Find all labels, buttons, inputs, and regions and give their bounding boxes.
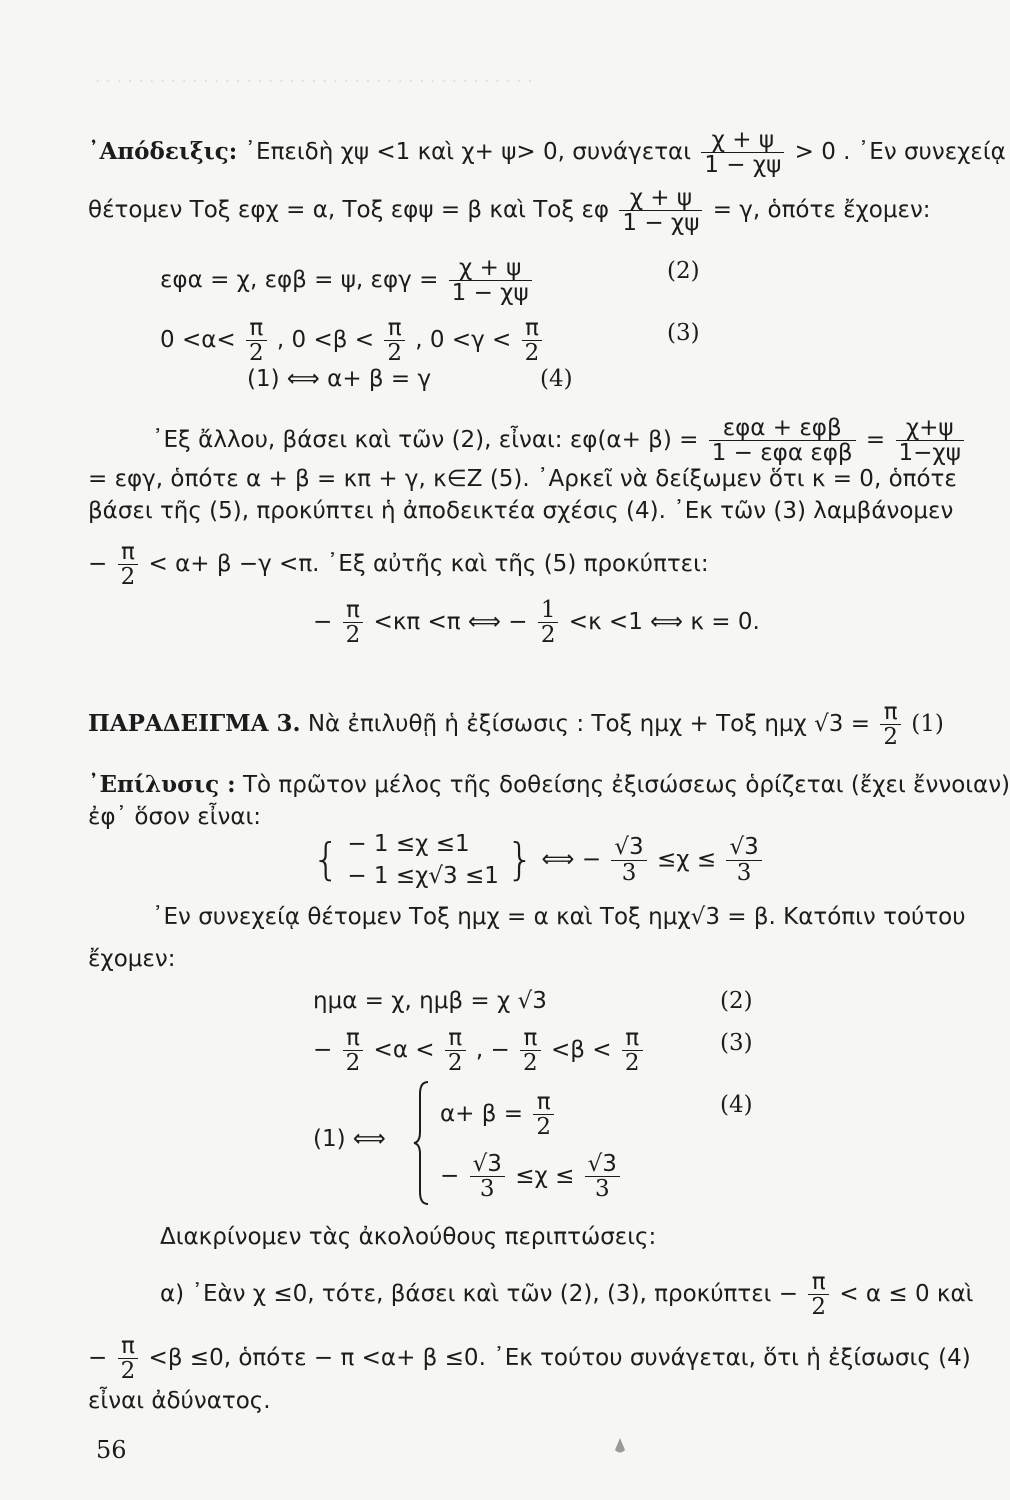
fraction-pi-over-2: $\frac{\pi}{2}$ xyxy=(343,598,364,647)
fraction: $\frac{\chi + \psi}{1 - \chi\psi}$ xyxy=(701,128,784,177)
example-heading: ΠΑΡΑΔΕΙΓΜΑ 3. Νὰ ἐπιλυθῇ ἡ ἐξίσωσις : Τοξ ημχ + Τοξ ημχ √3 = $\frac{\pi}{2}$ (1) xyxy=(88,699,944,751)
example-label: ΠΑΡΑΔΕΙΓΜΑ 3. xyxy=(88,710,301,738)
solution-equation-3: − $\frac{\pi}{2}$ <α < $\frac{\pi}{2}$ , − $\frac{\pi}{2}$ <β < $\frac{\pi}{2}$ xyxy=(313,1026,646,1075)
solution-equation-4-row-2: − $\frac{√3}{3}$ ≤χ ≤ $\frac{√3}{3}$ xyxy=(440,1152,623,1201)
proof-label: ᾿Απόδειξις: xyxy=(88,138,238,166)
solution-line-6: α) ᾿Εὰν χ ≤0, τότε, βάσει καὶ τῶν (2), (3), προκύπτει − $\frac{\pi}{2}$ < α ≤ 0 καὶ xyxy=(160,1269,974,1321)
proof-line-6: = εφγ, ὁπότε α + β = κπ + γ, κ∈Z (5). ᾿Αρκεῖ νὰ δείξωμεν ὅτι κ = 0, ὁπότε xyxy=(88,466,957,492)
system-rows: − 1 ≤χ ≤1 − 1 ≤χ√3 ≤1 xyxy=(347,831,499,889)
equation-4: (1) ⟺ α+ β = γ xyxy=(247,366,432,392)
fraction-pi-over-2: $\frac{\pi}{2}$ xyxy=(118,1334,139,1383)
solution-equation-4-lhs: (1) ⟺ xyxy=(313,1126,386,1152)
equation-tag: (2) xyxy=(720,988,753,1014)
solution-line-1: ᾿Επίλυσις : Τὸ πρῶτον μέλος τῆς δοθείσης ἐξισώσεως ὁρίζεται (ἔχει ἔννοιαν) xyxy=(88,771,1010,798)
fraction-pi-over-2: $\frac{\pi}{2}$ xyxy=(880,700,901,749)
fraction-pi-over-2: $\frac{\pi}{2}$ xyxy=(246,316,267,365)
fraction-sqrt3-over-3: $\frac{√3}{3}$ xyxy=(585,1152,620,1201)
solution-line-8: εἶναι ἀδύνατος. xyxy=(88,1388,271,1414)
left-brace xyxy=(412,1080,432,1206)
domain-system: { − 1 ≤χ ≤1 − 1 ≤χ√3 ≤1 } ⟺ − $\frac{√3}{3}$ ≤χ ≤ $\frac{√3}{3}$ xyxy=(312,828,765,892)
fraction-pi-over-2: $\frac{\pi}{2}$ xyxy=(622,1026,643,1075)
fraction: $\frac{\chi + \psi}{1 - \chi\psi}$ xyxy=(449,256,532,305)
proof-line-1: ᾿Απόδειξις: ᾿Επειδὴ χψ <1 καὶ χ+ ψ> 0, συνάγεται $\frac{\chi + \psi}{1 - \chi\psi}$ > 0 . ᾿Εν συνεχείᾳ xyxy=(88,127,1006,179)
fraction-1-over-2: $\frac{1}{2}$ xyxy=(538,598,559,647)
fraction-sqrt3-over-3: $\frac{√3}{3}$ xyxy=(470,1152,505,1201)
bleed-through-text: · · · · · · · · · · · · · · · · · · · · · · · · · · · · · · · · · · · · · · · · · xyxy=(95,72,533,92)
right-brace: } xyxy=(506,834,535,885)
equation-tag: (4) xyxy=(720,1092,753,1118)
fraction-pi-over-2: $\frac{\pi}{2}$ xyxy=(118,540,139,589)
solution-line-3: ᾿Εν συνεχείᾳ θέτομεν Τοξ ημχ = α καὶ Τοξ ημχ√3 = β. Κατόπιν τούτου xyxy=(152,904,966,930)
solution-label: ᾿Επίλυσις : xyxy=(88,771,236,798)
fraction-pi-over-2: $\frac{\pi}{2}$ xyxy=(520,1026,541,1075)
solution-line-7: − $\frac{\pi}{2}$ <β ≤0, ὁπότε − π <α+ β ≤0. ᾿Εκ τούτου συνάγεται, ὅτι ἡ ἐξίσωσις (4) xyxy=(88,1333,971,1385)
equation-2: εφα = χ, εφβ = ψ, εφγ = $\frac{\chi + \psi}{1 - \chi\psi}$ xyxy=(160,256,535,305)
solution-line-2: ἐφ᾿ ὅσον εἶναι: xyxy=(88,804,262,830)
solution-line-5: Διακρίνομεν τὰς ἀκολούθους περιπτώσεις: xyxy=(160,1224,657,1250)
proof-line-2: θέτομεν Τοξ εφχ = α, Τοξ εφψ = β καὶ Τοξ εφ $\frac{\chi + \psi}{1 - \chi\psi}$ = γ, ὁπότε ἔχομεν: xyxy=(88,185,931,237)
ink-mark xyxy=(612,1436,628,1456)
fraction-pi-over-2: $\frac{\pi}{2}$ xyxy=(522,316,543,365)
fraction: $\frac{\chi + \psi}{1 - \chi\psi}$ xyxy=(619,186,702,235)
equation-tag: (3) xyxy=(667,320,700,346)
fraction-pi-over-2: $\frac{\pi}{2}$ xyxy=(445,1026,466,1075)
proof-line-8: − $\frac{\pi}{2}$ < α+ β −γ <π. ᾿Εξ αὐτῆς καὶ τῆς (5) προκύπτει: xyxy=(88,539,709,591)
page-number: 56 xyxy=(96,1436,127,1464)
proof-line-7: βάσει τῆς (5), προκύπτει ἡ ἀποδεικτέα σχέσις (4). ᾿Εκ τῶν (3) λαμβάνομεν xyxy=(88,498,954,524)
equation-tag: (2) xyxy=(667,258,700,284)
solution-line-4: ἔχομεν: xyxy=(88,946,176,972)
left-brace: { xyxy=(312,834,340,885)
equation-tag: (3) xyxy=(720,1030,753,1056)
fraction-pi-over-2: $\frac{\pi}{2}$ xyxy=(533,1090,554,1139)
fraction-pi-over-2: $\frac{\pi}{2}$ xyxy=(384,316,405,365)
proof-line-9: − $\frac{\pi}{2}$ <κπ <π ⟺ − $\frac{1}{2}$ <κ <1 ⟺ κ = 0. xyxy=(313,597,760,649)
equation-tag: (4) xyxy=(540,366,573,392)
equation-3: 0 <α< $\frac{\pi}{2}$ , 0 <β < $\frac{\pi}{2}$ , 0 <γ < $\frac{\pi}{2}$ xyxy=(160,316,545,365)
fraction: $\frac{\text{εφα + εφβ}}{\text{1 − εφα εφβ}}$ xyxy=(709,416,856,465)
fraction-pi-over-2: $\frac{\pi}{2}$ xyxy=(808,1270,829,1319)
fraction-pi-over-2: $\frac{\pi}{2}$ xyxy=(343,1026,364,1075)
fraction-sqrt3-over-3: $\frac{√3}{3}$ xyxy=(611,835,646,884)
solution-equation-4-row-1: α+ β = $\frac{\pi}{2}$ xyxy=(440,1090,557,1139)
solution-equation-2: ημα = χ, ημβ = χ √3 xyxy=(313,988,547,1014)
fraction: $\frac{\chi+\psi}{1-\chi\psi}$ xyxy=(896,416,964,465)
proof-line-5: ᾿Εξ ἄλλου, βάσει καὶ τῶν (2), εἶναι: εφ(α+ β) = $\frac{\text{εφα + εφβ}}{\text{1 − εφα εφβ}}$ = $\frac{\chi+\psi}{1-\chi\psi}$ xyxy=(152,416,967,465)
fraction-sqrt3-over-3: $\frac{√3}{3}$ xyxy=(726,835,761,884)
